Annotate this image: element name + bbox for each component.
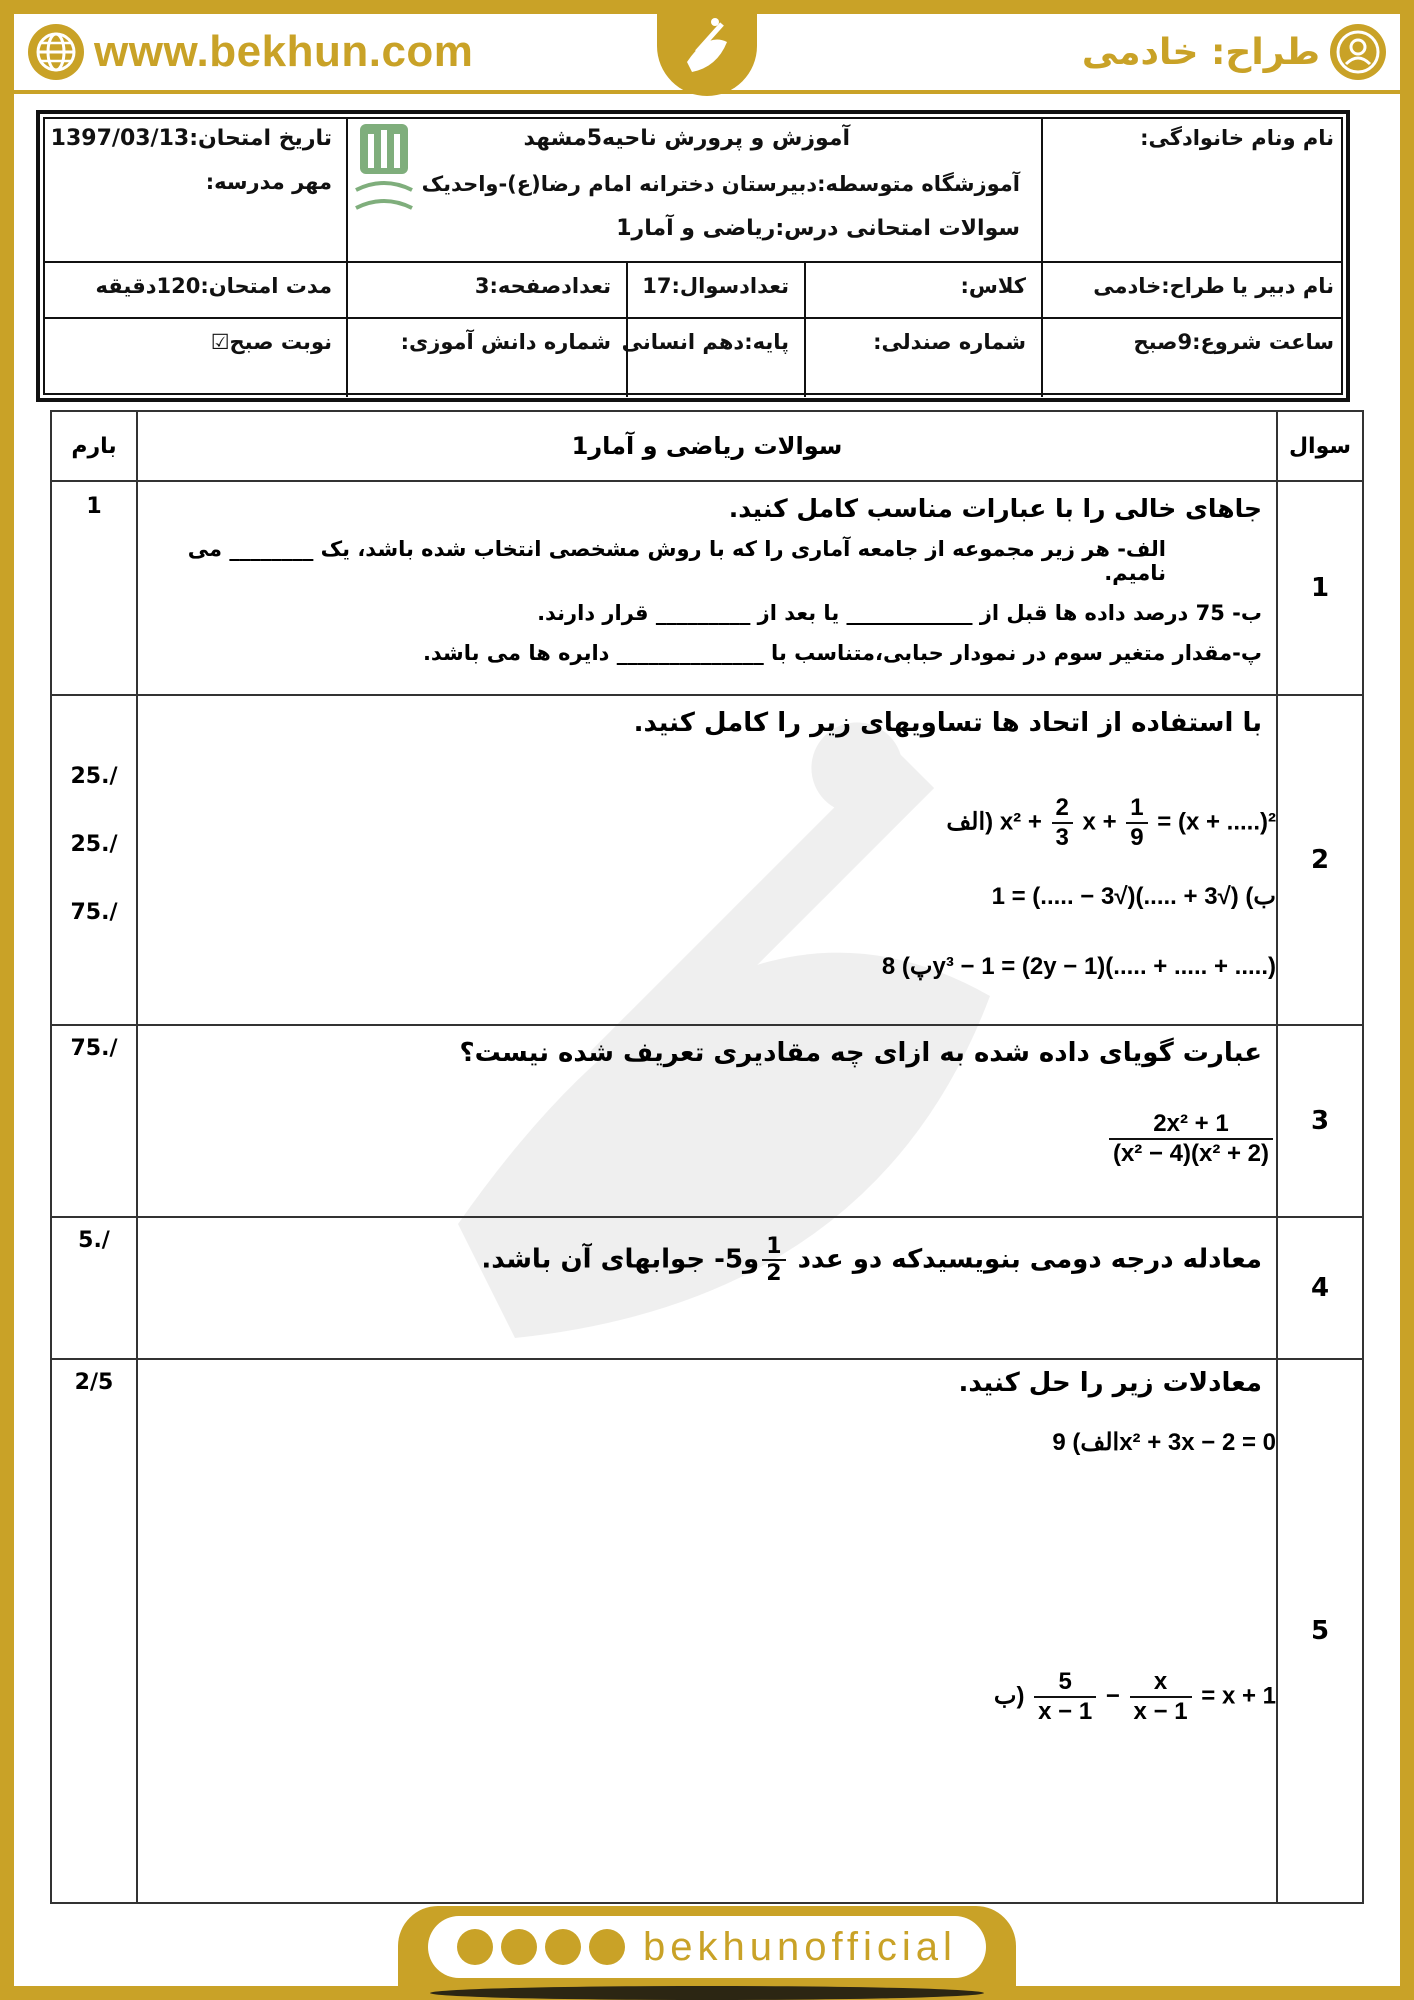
score-c: /.75 [70, 900, 118, 925]
class-label: کلاس: [960, 274, 1026, 298]
designer-badge [1082, 22, 1386, 82]
question-body [137, 1217, 1277, 1359]
fraction: $\frac{x}{x - 1}$ [1130, 1668, 1192, 1726]
question-line: پ-مقدار متغیر سوم در نمودار حبابی،متناسب با ______________ دایره ها می باشد. [422, 641, 1262, 665]
fraction: $\frac{1}{2}$ [762, 1234, 785, 1286]
question-row-4 [51, 1217, 1363, 1359]
fraction: $\frac{\text{2x² + 1}}{\text{(x² − 4)(x² + 2)}}$ [1109, 1110, 1273, 1168]
identity-a [932, 794, 1276, 852]
instagram-icon[interactable] [589, 1929, 625, 1965]
title-part: و5- جوابهای آن باشد. [481, 1244, 760, 1275]
exam-header [36, 110, 1350, 402]
top-banner [14, 14, 1400, 94]
expr: − [1105, 1682, 1120, 1710]
question-row-1 [51, 481, 1363, 695]
student-number-label: شماره دانش آموزی: [400, 330, 611, 354]
page-count: تعدادصفحه:3 [474, 274, 611, 298]
question-number: 4 [1277, 1217, 1363, 1359]
part-label: پ) [901, 953, 933, 980]
identity-b [978, 882, 1276, 911]
col-score-header: بارم [51, 411, 137, 481]
question-body [137, 1359, 1277, 1903]
title-part: معادله درجه دومی بنویسیدکه دو عدد [788, 1244, 1262, 1275]
question-score: /.75 [51, 1025, 137, 1217]
identity-c [868, 952, 1276, 981]
question-line: ب- 75 درصد داده ها قبل از ____________ یا بعد از _________ قرار دارند. [537, 601, 1262, 625]
user-icon [1330, 24, 1386, 80]
org-line-1: آموزش و پرورش ناحیه5مشهد [523, 126, 850, 151]
question-body [137, 695, 1277, 1025]
question-score [51, 695, 137, 1025]
aparat-icon[interactable] [457, 1929, 493, 1965]
question-body [137, 1025, 1277, 1217]
question-title [138, 1218, 1276, 1292]
question-body [137, 481, 1277, 695]
col-title-header: سوالات ریاضی و آمار1 [137, 411, 1277, 481]
score-a: /.25 [70, 764, 118, 789]
question-line: الف- هر زیر مجموعه از جامعه آماری را که با روش مشخصی انتخاب شده باشد، یک ________ می نامیم. [187, 537, 1166, 585]
rational-expression [1092, 1110, 1276, 1168]
question-score: /.5 [51, 1217, 137, 1359]
questions-table [50, 410, 1364, 1904]
exam-page [14, 14, 1400, 1986]
shift-label: نوبت صبح☑ [210, 330, 332, 354]
school-seal [352, 120, 416, 226]
expr: x + [1075, 808, 1124, 836]
globe-icon [28, 24, 84, 80]
website-link[interactable] [28, 22, 473, 82]
question-title: عبارت گویای داده شده به ازای چه مقادیری تعریف شده نیست؟ [459, 1038, 1262, 1068]
telegram-icon[interactable] [545, 1929, 581, 1965]
designer-label: طراح: خادمی [1081, 31, 1320, 73]
question-score: 2/5 [51, 1359, 137, 1903]
question-number: 1 [1277, 481, 1363, 695]
part-label: الف) [1072, 1429, 1120, 1456]
fraction: $\frac{2}{3}$ [1052, 794, 1073, 852]
fraction: $\frac{5}{x - 1}$ [1034, 1668, 1096, 1726]
question-number: 2 [1277, 695, 1363, 1025]
question-number: 3 [1277, 1025, 1363, 1217]
part-label: ب) [1245, 883, 1276, 910]
part-label: الف) [946, 808, 994, 836]
org-line-3: سوالات امتحانی درس:ریاضی و آمار1 [616, 216, 1020, 241]
website-text: www.bekhun.com [94, 27, 474, 76]
table-header-row [51, 411, 1363, 481]
youtube-icon[interactable] [501, 1929, 537, 1965]
exam-duration: مدت امتحان:120دقیقه [95, 274, 332, 298]
question-score: 1 [51, 481, 137, 695]
question-count: تعدادسوال:17 [642, 274, 789, 298]
footer-shadow [430, 1986, 984, 2000]
expr: = x + 1 [1201, 1682, 1276, 1710]
social-handle[interactable]: bekhunofficial [643, 1924, 957, 1969]
exam-date: تاریخ امتحان:1397/03/13 [50, 126, 332, 151]
question-title: با استفاده از اتحاد ها تساویهای زیر را کامل کنید. [633, 708, 1262, 738]
student-name-label: نام ونام خانوادگی: [1140, 126, 1334, 150]
social-footer [398, 1906, 1016, 1986]
expr: x² + [999, 808, 1049, 836]
score-b: /.25 [70, 832, 118, 857]
start-time: ساعت شروع:9صبح [1133, 330, 1334, 354]
grade-label: پایه:دهم انسانی [621, 330, 789, 354]
question-row-3 [51, 1025, 1363, 1217]
question-title: معادلات زیر را حل کنید. [958, 1368, 1262, 1398]
question-number: 5 [1277, 1359, 1363, 1903]
question-row-5 [51, 1359, 1363, 1903]
brand-logo [657, 0, 757, 96]
part-label: ب) [993, 1682, 1025, 1710]
expr: 8y³ − 1 = (2y − 1)(..... + ..... + .....) [881, 953, 1276, 980]
expr: = (x + .....)² [1150, 808, 1276, 836]
expr: (√3 + .....)(√3 − .....) = 1 [991, 883, 1239, 910]
question-title: جاهای خالی را با عبارات مناسب کامل کنید. [728, 494, 1262, 523]
seat-number-label: شماره صندلی: [873, 330, 1026, 354]
fraction: $\frac{1}{9}$ [1126, 794, 1147, 852]
equation-a [1038, 1428, 1276, 1457]
school-stamp-label: مهر مدرسه: [205, 170, 332, 194]
question-row-2 [51, 695, 1363, 1025]
org-line-2: آموزشگاه متوسطه:دبیرستان دخترانه امام رضا(ع)-واحدیک [421, 172, 1020, 196]
equation-b [980, 1668, 1276, 1726]
col-question-header: سوال [1277, 411, 1363, 481]
teacher-name: نام دبیر یا طراح:خادمی [1093, 274, 1334, 298]
expr: 9x² + 3x − 2 = 0 [1052, 1429, 1276, 1456]
